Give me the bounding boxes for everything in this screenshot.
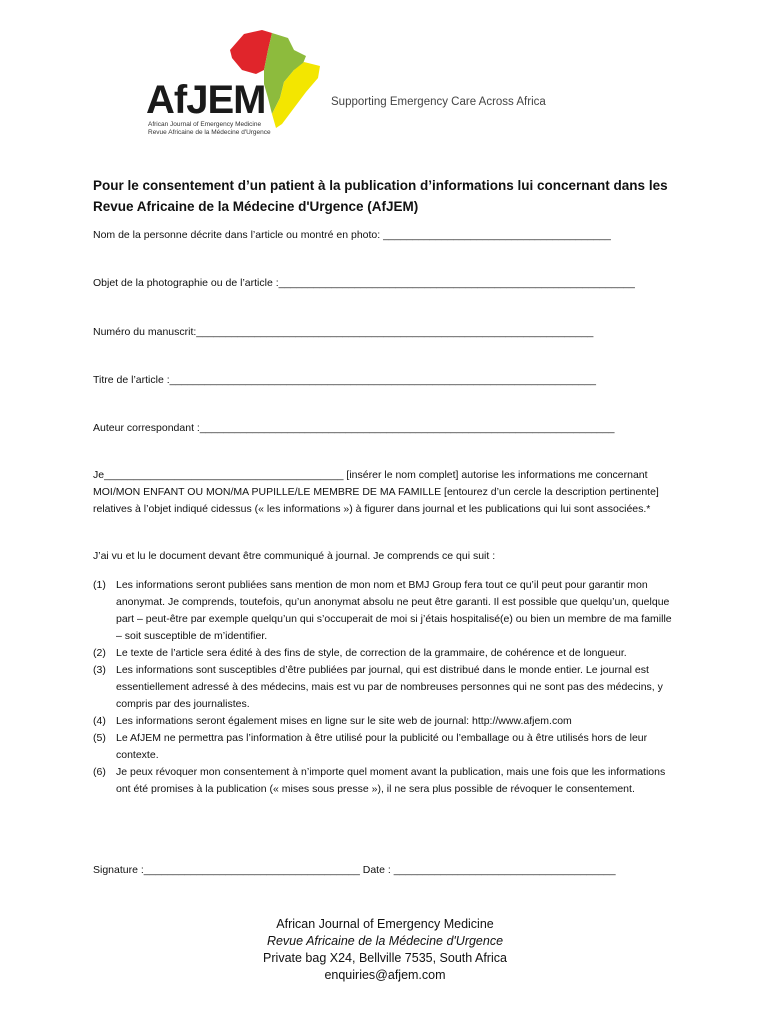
article-title-field[interactable]: Titre de l’article :_________________________________________________________________________ <box>93 374 596 386</box>
name-field[interactable]: Nom de la personne décrite dans l’article ou montré en photo: _______________________________________ <box>93 229 611 241</box>
list-item: (4) Les informations seront également mises en ligne sur le site web de journal: http://www.afjem.com <box>93 715 572 727</box>
list-item: (6) Je peux révoquer mon consentement à n’importe quel moment avant la publication, mais une fois que les informations ont été promises à la publication (« mises sous presse »), il ne sera plus possible de révoquer le consentement. <box>93 766 666 795</box>
conditions-list <box>93 577 673 798</box>
footer-journal-name-fr: Revue Africaine de la Médecine d'Urgence <box>266 934 504 948</box>
footer-journal-name: African Journal of Emergency Medicine <box>276 917 494 931</box>
list-item: (1) Les informations seront publiées sans mention de mon nom et BMJ Group fera tout ce qu’il peut pour garantir mon anonymat. Je comprends, toutefois, qu’un anonymat absolu ne peut être garanti. Il est possible que quelqu’un, quelque part – peut-être par exemple quelqu’un qui s’occuperait de moi si j’étais hospitalisé(e) ou bien un membre de ma famille – soit susceptible de m’identifier. <box>93 579 672 642</box>
footer-address: Private bag X24, Bellville 7535, South Africa <box>263 951 507 965</box>
afjem-logo <box>144 28 334 138</box>
footer-email[interactable]: enquiries@afjem.com <box>324 968 446 982</box>
author-field[interactable]: Auteur correspondant :_______________________________________________________________________ <box>93 422 615 434</box>
manuscript-field[interactable]: Numéro du manuscrit:____________________________________________________________________ <box>93 326 594 338</box>
object-field[interactable]: Objet de la photographie ou de l’article :_____________________________________________________________ <box>93 277 635 289</box>
logo-wordmark: AfJEM <box>146 78 266 122</box>
footer <box>0 916 770 984</box>
list-item: (2) Le texte de l’article sera édité à des fins de style, de correction de la grammaire, de cohérence et de longueur. <box>93 647 627 659</box>
document-title: Pour le consentement d’un patient à la publication d’informations lui concernant dans les Revue Africaine de la Médecine d'Urgence (AfJEM) <box>93 178 668 214</box>
list-item: (5) Le AfJEM ne permettra pas l’information à être utilisé pour la publicité ou l’emballage ou à être utilisés hors de leur contexte. <box>93 732 648 761</box>
logo-subtitle: African Journal of Emergency Medicine Revue Africaine de la Médecine d'Urgence <box>148 121 271 136</box>
list-item: (3) Les informations sont susceptibles d’être publiées par journal, qui est distribué dans le monde entier. Le journal est essentiellement adressé à des médecins, mais est vu par de nombreuses personnes qui ne sont pas des médecins, y compris par des journalistes. <box>93 664 663 710</box>
understanding-paragraph: J’ai vu et lu le document devant être communiqué à journal. Je comprends ce qui suit : <box>93 550 496 562</box>
consent-paragraph: Je_________________________________________ [insérer le nom complet] autorise les informations me concernant MOI/MON ENFANT OU MON/MA PUPILLE/LE MEMBRE DE MA FAMILLE [entourez d’un cercle la description pertinente] relatives à l’objet indiqué cidessus (« les informations ») à figurer dans journal et les publications qui lui sont associées.* <box>93 469 659 515</box>
tagline: Supporting Emergency Care Across Africa <box>331 96 546 108</box>
signature-date-field[interactable]: Signature :_____________________________________ Date : ______________________________________ <box>93 864 616 876</box>
